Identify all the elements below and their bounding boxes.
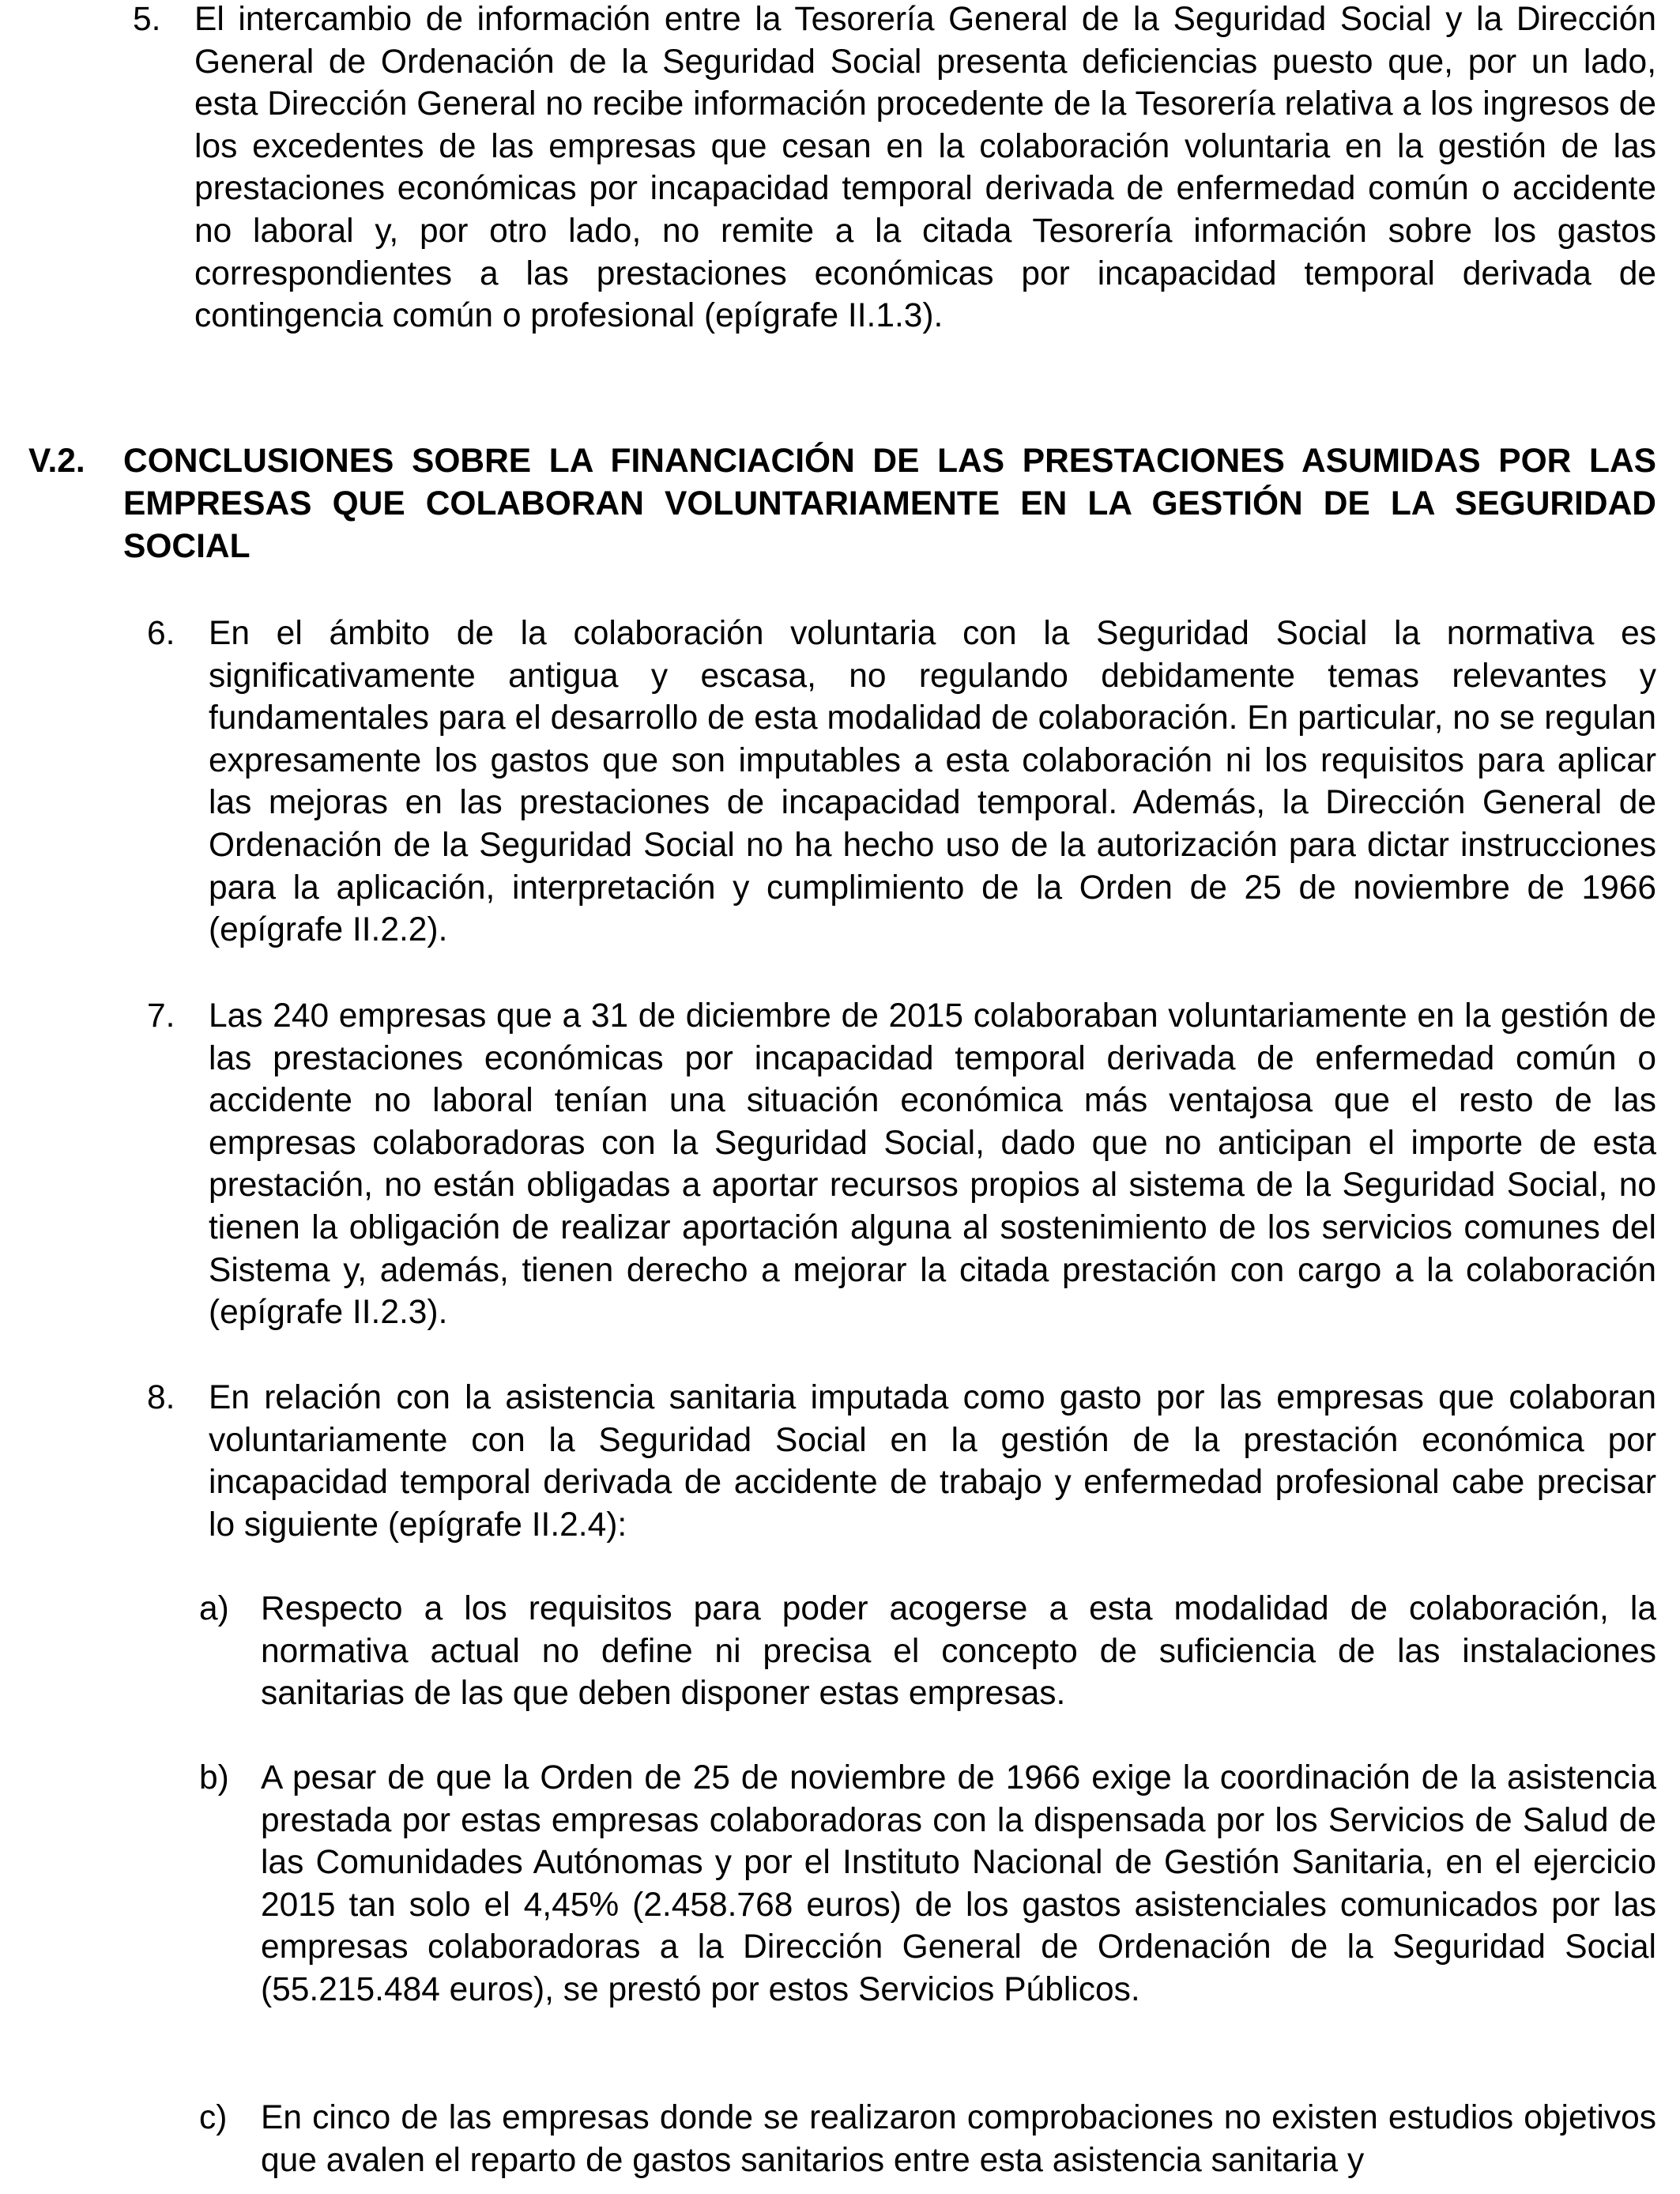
- sub-item-text: Respecto a los requisitos para poder acogerse a esta modalidad de colaboración, la normativa actual no define ni precisa el concepto de suficiencia de las instalaciones sanitarias de las que deben disponer estas empresas.: [261, 1590, 1656, 1713]
- sub-item-label: b): [199, 1759, 229, 1796]
- item-text: El intercambio de información entre la Tesorería General de la Seguridad Social y la Dirección General de Ordenación de la Seguridad Social presenta deficiencias puesto que, por un lado, esta Dirección General no recibe información procedente de la Tesorería relativa a los ingresos de los excedentes de las empresas que cesan en la colaboración voluntaria en la gestión de las prestaciones económicas por incapacidad temporal derivada de enfermedad común o accidente no laboral y, por otro lado, no remite a la citada Tesorería información sobre los gastos correspondientes a las prestaciones económicas por incapacidad temporal derivada de contingencia común o profesional (epígrafe II.1.3).: [194, 1, 1656, 335]
- sub-item-text: En cinco de las empresas donde se realizaron comprobaciones no existen estudios objetivos que avalen el reparto de gastos sanitarios entre esta asistencia sanitaria y: [261, 2099, 1656, 2179]
- conclusion-item-8: [147, 1377, 1656, 1546]
- sub-item-label: a): [199, 1590, 229, 1627]
- section-number: V.2.: [28, 443, 85, 480]
- conclusion-item-7: [147, 995, 1656, 1334]
- item-number: 6.: [147, 615, 175, 652]
- item-text: Las 240 empresas que a 31 de diciembre de 2015 colaboraban voluntariamente en la gestión de las prestaciones económicas por incapacidad temporal derivada de enfermedad común o accidente no laboral tenían una situación económica más ventajosa que el resto de las empresas colaboradoras con la Seguridad Social, dado que no anticipan el importe de esta prestación, no están obligadas a aportar recursos propios al sistema de la Seguridad Social, no tienen la obligación de realizar aportación alguna al sostenimiento de los servicios comunes del Sistema y, además, tienen derecho a mejorar la citada prestación con cargo a la colaboración (epígrafe II.2.3).: [209, 997, 1656, 1332]
- section-title: CONCLUSIONES SOBRE LA FINANCIACIÓN DE LAS PRESTACIONES ASUMIDAS POR LAS EMPRESAS QUE COLABORAN VOLUNTARIAMENTE EN LA GESTIÓN DE LA SEGURIDAD SOCIAL: [123, 443, 1656, 565]
- item-number: 7.: [147, 997, 175, 1035]
- conclusion-item-5: [133, 0, 1656, 337]
- sub-item-text: A pesar de que la Orden de 25 de noviembre de 1966 exige la coordinación de la asistencia prestada por estas empresas colaboradoras con la dispensada por los Servicios de Salud de las Comunidades Autónomas y por el Instituto Nacional de Gestión Sanitaria, en el ejercicio 2015 tan solo el 4,45% (2.458.768 euros) de los gastos asistenciales comunicados por las empresas colaboradoras a la Dirección General de Ordenación de la Seguridad Social (55.215.484 euros), se prestó por estos Servicios Públicos.: [261, 1759, 1656, 2008]
- item-text: En relación con la asistencia sanitaria imputada como gasto por las empresas que colaboran voluntariamente con la Seguridad Social en la gestión de la prestación económica por incapacidad temporal derivada de accidente de trabajo y enfermedad profesional cabe precisar lo siguiente (epígrafe II.2.4):: [209, 1379, 1656, 1544]
- sub-item-a: [199, 1588, 1656, 1715]
- sub-item-c: [199, 2097, 1656, 2181]
- sub-item-b: [199, 1757, 1656, 2011]
- item-number: 8.: [147, 1379, 175, 1416]
- sub-item-label: c): [199, 2099, 228, 2136]
- item-number: 5.: [133, 1, 161, 38]
- item-text: En el ámbito de la colaboración voluntaria con la Seguridad Social la normativa es significativamente antigua y escasa, no regulando debidamente temas relevantes y fundamentales para el desarrollo de esta modalidad de colaboración. En particular, no se regulan expresamente los gastos que son imputables a esta colaboración ni los requisitos para aplicar las mejoras en las prestaciones de incapacidad temporal. Además, la Dirección General de Ordenación de la Seguridad Social no ha hecho uso de la autorización para dictar instrucciones para la aplicación, interpretación y cumplimiento de la Orden de 25 de noviembre de 1966 (epígrafe II.2.2).: [209, 615, 1656, 949]
- section-heading: [28, 440, 1656, 568]
- conclusion-item-6: [147, 613, 1656, 952]
